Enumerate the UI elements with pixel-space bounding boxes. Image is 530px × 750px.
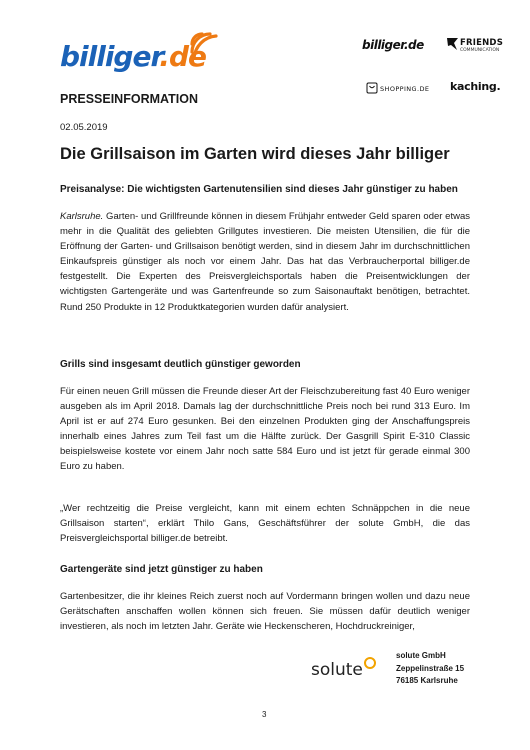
friends-bird-icon (446, 36, 460, 52)
company-address (396, 650, 464, 688)
partner-logo-friends (446, 36, 506, 58)
partner-logo-kaching: kaching. (450, 80, 501, 93)
solute-logo-text: solute (311, 660, 363, 680)
section-heading-grills: Grills sind insgesamt deutlich günstiger geworden (60, 359, 301, 370)
shopping-label: SHOPPING.DE (380, 85, 430, 93)
section-heading-garden-tools: Gartengeräte sind jetzt günstiger zu haben (60, 564, 263, 575)
page-number: 3 (262, 710, 267, 719)
solute-logo (311, 657, 376, 680)
intro-paragraph (60, 209, 470, 315)
intro-text: Garten- und Grillfreunde können in diesem Frühjahr entweder Geld sparen oder etwas mehr in die Qualität des geliebten Grillgutes investieren. Die meisten Utensilien, die für die Eröffnung der Garten- und Grillsaison benötigt werden, sind in diesem Jahr im durchschnittlichen Einkaufspreis günstiger als noch vor einem Jahr. Das hat das Verbraucherportal billiger.de festgestellt. Die Experten des Preisvergleichsportals haben die Preisentwicklungen der wichtigsten Gartengeräte und was Gartenfreunde so zum Saisonauftakt benötigen, betrachtet. Rund 250 Produkte in 12 Produktkategorien wurden dafür analysiert. (60, 211, 470, 313)
article-title: Die Grillsaison im Garten wird dieses Jahr billiger (60, 145, 450, 163)
address-line-street: Zeppelinstraße 15 (396, 663, 465, 673)
logo-dot: . (159, 40, 169, 73)
logo-tld: de (168, 40, 206, 73)
friends-label: FRIENDS (460, 38, 504, 48)
friends-sublabel: COMMUNICATION (460, 48, 500, 53)
shopping-bag-icon (366, 82, 378, 94)
billiger-de-logo (60, 30, 220, 82)
address-line-city: 76185 Karlsruhe (396, 676, 458, 685)
release-date: 02.05.2019 (60, 122, 108, 133)
article-subtitle: Preisanalyse: Die wichtigsten Gartenutensilien sind dieses Jahr günstiger zu haben (60, 184, 458, 195)
press-label: PRESSEINFORMATION (60, 92, 198, 106)
garden-tools-paragraph: Gartenbesitzer, die ihr kleines Reich zuerst noch auf Vordermann bringen wollen und dazu neue Gerätschaften anschaffen wollen können sich freuen. Sie müssen dafür deutlich weniger investieren, als noch im letzten Jahr. Geräte wie Heckenscheren, Hochdruckreiniger, (60, 591, 470, 633)
grills-paragraph: Für einen neuen Grill müssen die Freunde dieser Art der Fleischzubereitung fast 40 Euro weniger ausgeben als im April 2018. Damals lag der durchschnittliche Preis noch bei rund 313 Euro. Im April ist er auf 274 Euro gesunken. Bei den einzelnen Produkten ging der Anschaffungspreis innerhalb eines Jahres zum Teil fast um die Hälfte zurück. Der Gasgrill Spirit E-310 Classic beispielsweise kostete vor einem Jahr noch satte 584 Euro und ist jetzt für gerade einmal 300 Euro zu haben. (60, 386, 470, 473)
partner-logo-shopping (366, 82, 436, 96)
solute-ring-icon (364, 657, 376, 669)
address-line-company: solute GmbH (396, 651, 446, 660)
quote-paragraph: „Wer rechtzeitig die Preise vergleicht, kann mit einem echten Schnäppchen in die neue Grillsaison starten“, erklärt Thilo Gans, Geschäftsführer der solute GmbH, die das Preisvergleichsportal billiger.de betreibt. (60, 503, 470, 545)
intro-location: Karlsruhe. (60, 211, 104, 222)
signal-waves-icon (188, 30, 218, 60)
logo-name: billiger (60, 40, 160, 73)
partner-logo-billiger: billiger.de (362, 38, 424, 52)
